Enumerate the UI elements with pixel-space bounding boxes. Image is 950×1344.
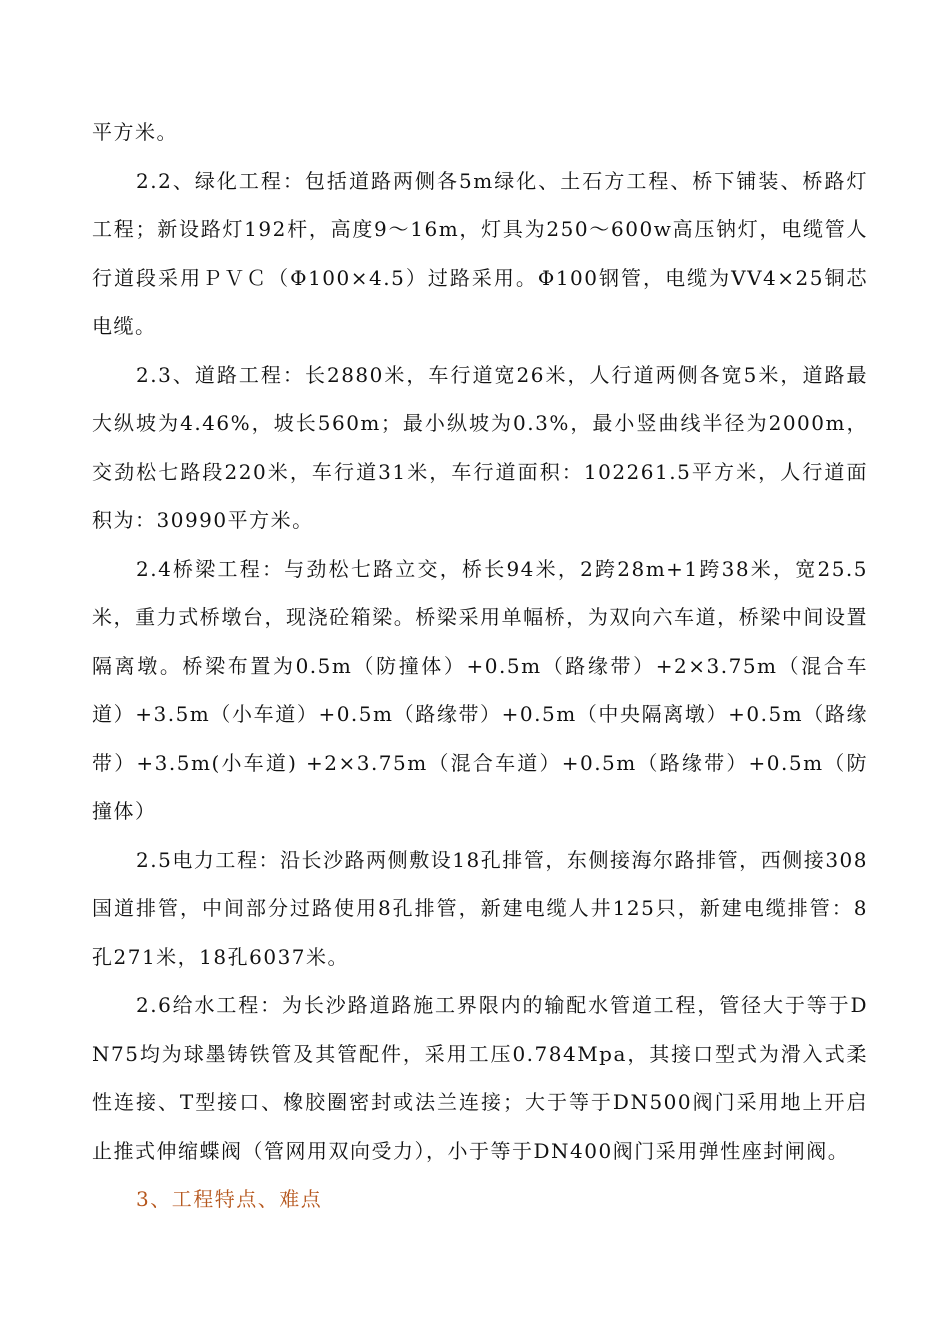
paragraph-continuation: 平方米。 — [92, 120, 178, 144]
paragraph-road: 2.3、道路工程：长2880米，车行道宽26米，人行道两侧各宽5米，道路最大纵坡为4.46%，坡长560m；最小纵坡为0.3%，最小竖曲线半径为2000m，交劲松七路段220米，车行道31米，车行道面积：102261.5平方米，人行道面积为：30990平方米。 — [92, 362, 868, 532]
paragraph-water: 2.6给水工程：为长沙路道路施工界限内的输配水管道工程，管径大于等于DN75均为球墨铸铁管及其管配件，采用工压0.784Mpa，其接口型式为滑入式柔性连接、T型接口、橡胶圈密封或法兰连接；大于等于DN500阀门采用地上开启止推式伸缩蝶阀（管网用双向受力），小于等于DN400阀门采用弹性座封闸阀。 — [92, 993, 868, 1163]
paragraph-greening: 2.2、绿化工程：包括道路两侧各5m绿化、土石方工程、桥下铺装、桥路灯工程；新设路灯192杆，高度9～16m，灯具为250～600w高压钠灯，电缆管人行道段采用ＰＶＣ（Φ100×4.5）过路采用。Φ100钢管，电缆为VV4×25铜芯电缆。 — [92, 168, 868, 338]
section-heading: 3、工程特点、难点 — [136, 1187, 323, 1211]
document-body — [92, 108, 868, 1224]
paragraph-power: 2.5电力工程：沿长沙路两侧敷设18孔排管，东侧接海尔路排管，西侧接308国道排管，中间部分过路使用8孔排管，新建电缆人井125只，新建电缆排管：8孔271米，18孔6037米。 — [92, 847, 868, 969]
paragraph-bridge: 2.4桥梁工程：与劲松七路立交，桥长94米，2跨28m+1跨38米，宽25.5米，重力式桥墩台，现浇砼箱梁。桥梁采用单幅桥，为双向六车道，桥梁中间设置隔离墩。桥梁布置为0.5m（防撞体）+0.5m（路缘带）+2×3.75m（混合车道）+3.5m（小车道）+0.5m（路缘带）+0.5m（中央隔离墩）+0.5m（路缘带）+3.5m(小车道) +2×3.75m（混合车道）+0.5m（路缘带）+0.5m（防撞体） — [92, 556, 868, 823]
